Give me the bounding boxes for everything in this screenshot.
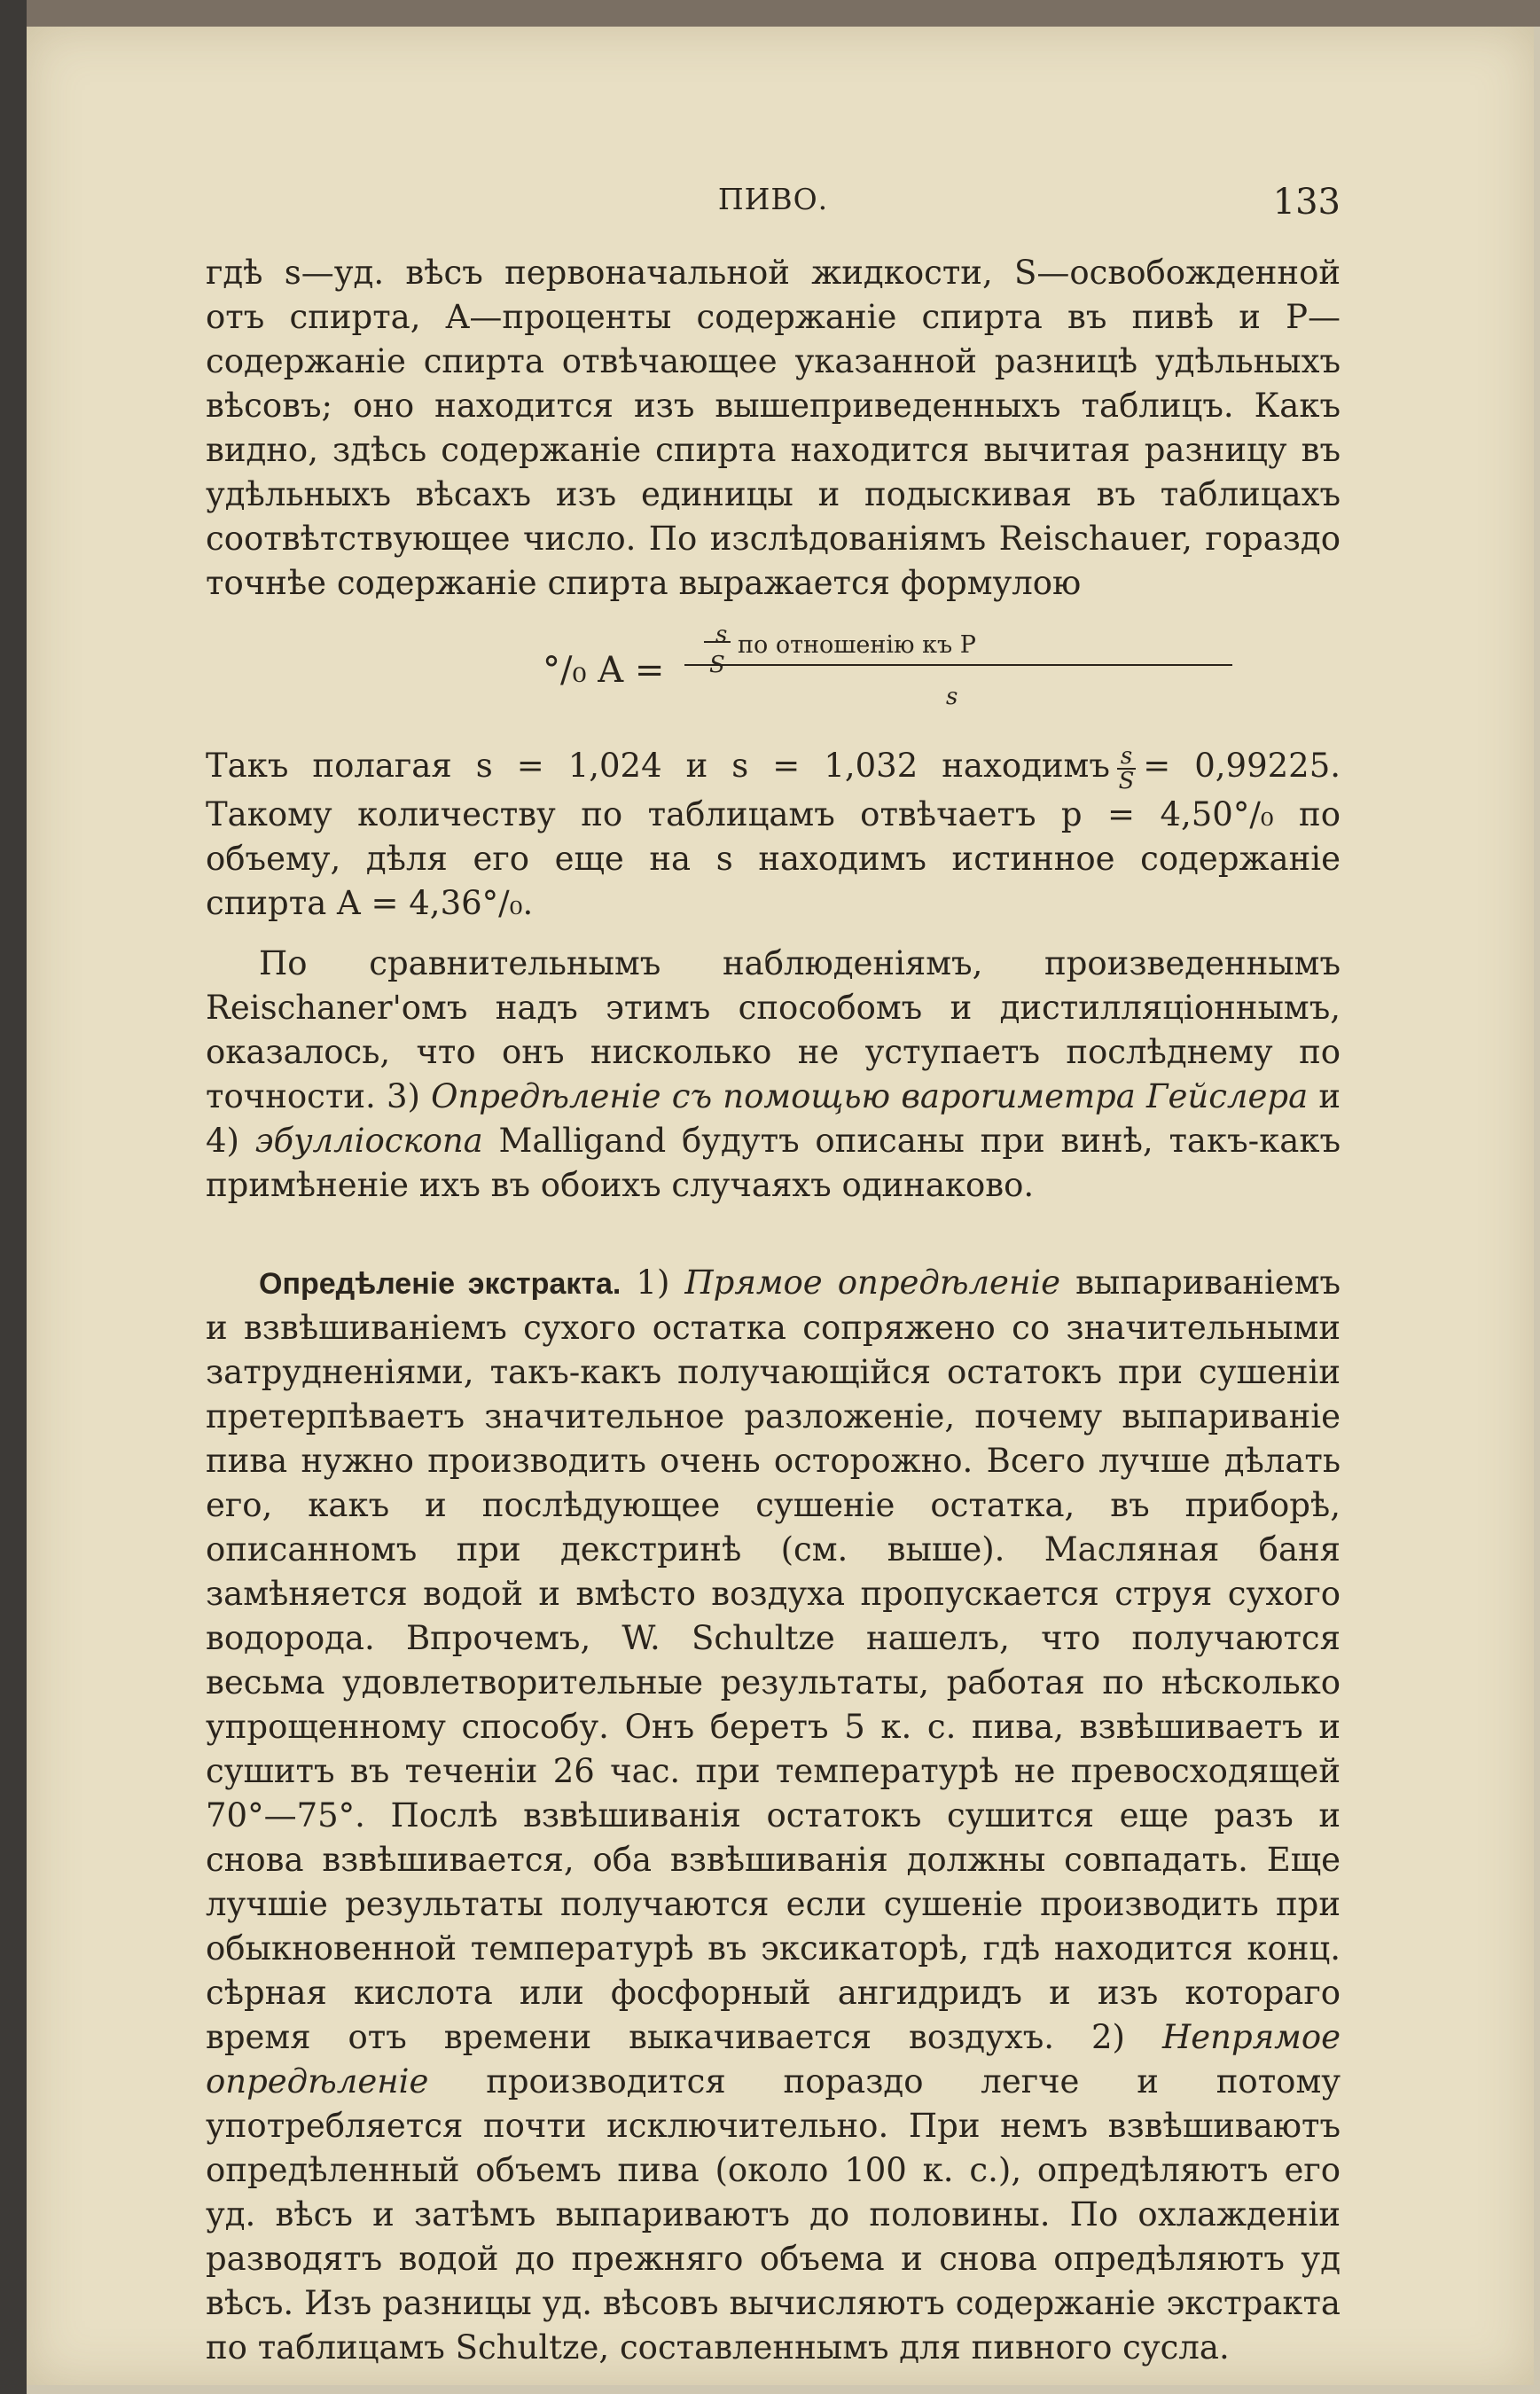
extract-text-b: выпариваніемъ и взвѣшиваніемъ сухого остатка сопряжено со значительными затрудненіями, такъ-какъ получающійся остатокъ при сушеніи претерпѣваетъ значительное разложеніе, почему выпариваніе пива нужно производить очень осторожно. Всего лучше дѣлать его, какъ и послѣдующее сушеніе остатка, въ приборѣ, описанномъ при декстринѣ (см. выше). Масляная баня замѣняется водой и вмѣсто воздуха пропускается струя сухого водорода. Впрочемъ, W. Schultze нашелъ, что получаются весьма удовлетворительные результаты, работая по нѣсколько упрощенному способу. Онъ беретъ 5 к. с. пива, взвѣшиваетъ и сушитъ въ теченіи 26 час. при температурѣ не превосходящей 70°—75°. Послѣ взвѣшиванія остатокъ сушится еще разъ и снова взвѣшивается, оба взвѣшиванія должны совпадать. Еще лучшіе результаты получаются если сушеніе производить при обыкновенной температурѣ въ эксикаторѣ, гдѣ находится конц. сѣрная кислота или фосфорный ангидридъ и изъ котораго время отъ времени выкачивается воздухъ. 2)	[206, 1263, 1341, 2056]
extract-italic-2: Непрямое опредѣленіе	[206, 2017, 1341, 2101]
running-head: ПИВО.	[717, 182, 829, 216]
comparison-text-c: Malligand будутъ описаны при винѣ, такъ-какъ примѣненіе ихъ въ обоихъ случаяхъ одинаково.	[206, 1121, 1341, 1204]
extract-text-a: 1)	[636, 1263, 670, 1302]
formula-main-fraction-bar	[684, 664, 1232, 666]
example-text-b: = 0,99225. Такому количеству по таблицамъ отвѣчаетъ p = 4,50°/₀ по объему, дѣля его еще на s находимъ истинное содержаніе спирта A = 4,36°/₀.	[206, 747, 1341, 922]
scan-edge-left	[0, 0, 27, 2394]
comparison-italic-2: эбулліоскопа	[254, 1121, 483, 1160]
page-number: 133	[1272, 182, 1341, 223]
extract-text-c: производится пораздо легче и потому употребляется почти исключительно. При немъ взвѣшиваютъ опредѣленный объемъ пива (около 100 к. с.), опредѣляютъ его уд. вѣсъ и затѣмъ выпариваютъ до половины. По охлажденіи разводятъ водой до прежняго объема и снова опредѣляютъ уд вѣсъ. Изъ разницы уд. вѣсовъ вычисляютъ содержаніе экстракта по таблицамъ Schultze, составленнымъ для пивного сусла.	[206, 2062, 1341, 2367]
comparison-text-a: По сравнительнымъ наблюденіямъ, произведеннымъ Reischaner'омъ надъ этимъ способомъ и дистилляціоннымъ, оказалось, что онъ нисколько не уступаетъ послѣднему по точности. 3)	[206, 943, 1341, 1115]
paragraph-definitions: гдѣ s—уд. вѣсъ первоначальной жидкости, S—освобожденной отъ спирта, A—проценты содержаніе спирта въ пивѣ и P—содержаніе спирта отвѣчающее указанной разницѣ удѣльныхъ вѣсовъ; оно находится изъ вышеприведенныхъ таблицъ. Какъ видно, здѣсь содержаніе спирта находится вычитая разницу въ удѣльныхъ вѣсахъ изъ единицы и подыскивая въ таблицахъ соотвѣтствующее число. По изслѣдованіямъ Reischauer, гораздо точнѣе содержаніе спирта выражается формулою	[206, 254, 1341, 602]
page-header	[206, 182, 1341, 226]
fraction-denominator: S	[1118, 767, 1135, 794]
section-heading-extract: Опредѣленіе экстракта.	[259, 1266, 621, 1301]
comparison-text-b: и 4)	[206, 1076, 1341, 1160]
paragraph-example	[206, 744, 1341, 926]
paragraph-comparison	[206, 942, 1341, 1208]
fraction-numerator: s	[1117, 745, 1136, 770]
formula-lhs: °/₀ A =	[543, 650, 665, 691]
example-text-a: Такъ полагая s = 1,024 и s = 1,032 находимъ	[206, 747, 1110, 785]
formula-alcohol	[206, 616, 1341, 730]
formula-num-top: s	[715, 622, 728, 648]
example-fraction	[1117, 742, 1136, 794]
paragraph-extract	[206, 1261, 1341, 2370]
comparison-italic-1: Опредѣленіе съ помощью ваporиметра Гейслера	[431, 1076, 1309, 1115]
formula-denominator: s	[946, 684, 958, 710]
extract-italic-1: Прямое опредѣленіе	[684, 1263, 1061, 1302]
scan-edge-top	[0, 0, 1540, 27]
formula-ratio-text: по отношенію къ P	[738, 631, 976, 659]
body-text	[206, 251, 1341, 2370]
formula-num-bottom: S	[709, 652, 725, 678]
